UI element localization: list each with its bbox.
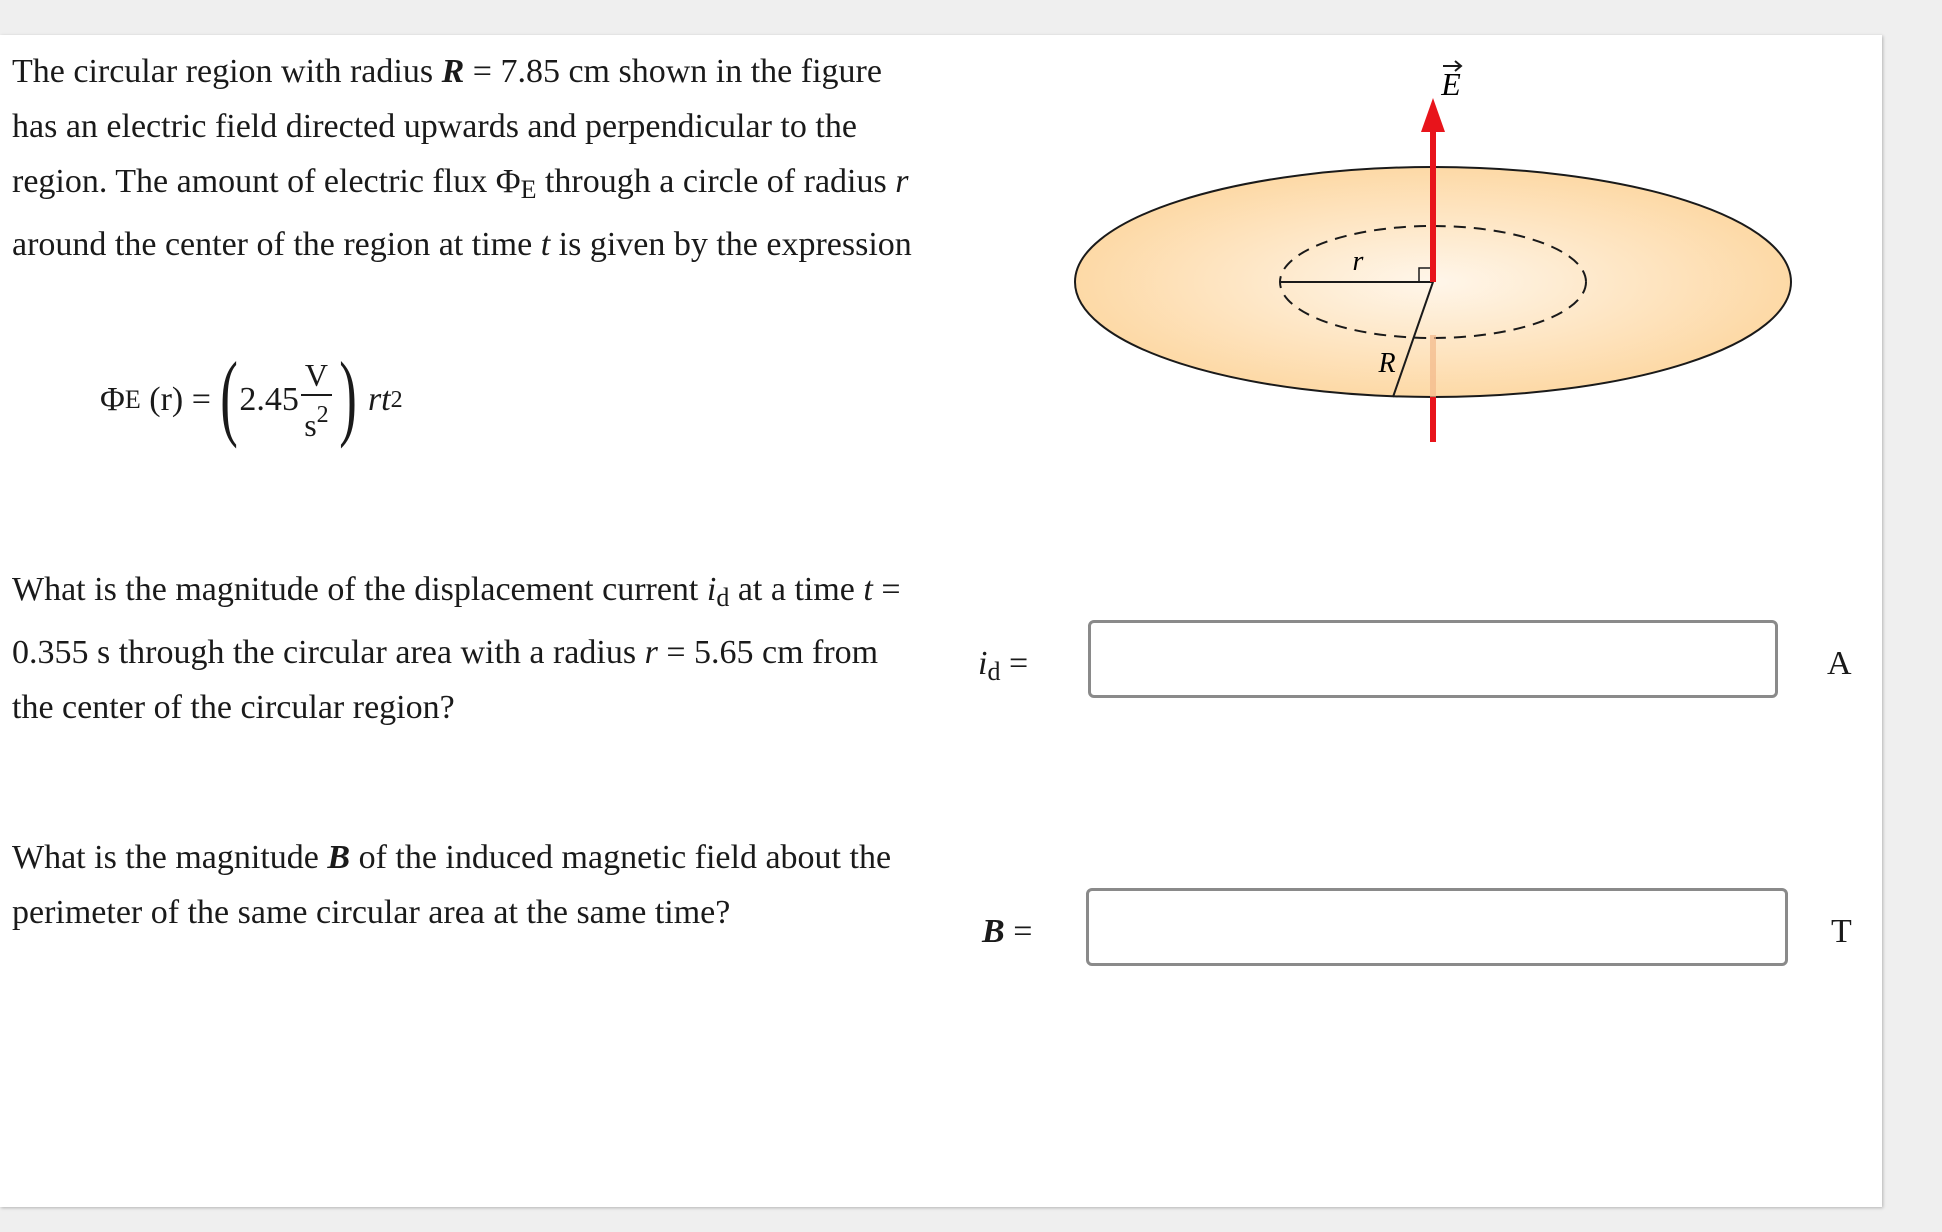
left-paren: (	[220, 342, 239, 449]
field-arrow-head	[1421, 98, 1445, 132]
question-2-text: What is the magnitude B of the induced magnetic field about the perimeter of the same circular area at the same time?	[12, 839, 892, 931]
flux-formula: Φ E (r) = ( 2.45 $\frac{V}{s^2}$ ) rt 2	[100, 342, 403, 449]
id-unit: A	[1827, 645, 1852, 682]
E-label: E	[1441, 66, 1461, 102]
B-label: B =	[982, 913, 1033, 950]
unit-fraction: $\frac{V}{s^2}$	[301, 356, 332, 444]
r-label: r	[1352, 246, 1364, 277]
R-symbol: R	[441, 53, 465, 90]
R-label: R	[1378, 348, 1396, 379]
id-label: $i_d$ =	[978, 645, 1029, 686]
B-unit: T	[1831, 913, 1852, 950]
question-1-text: What is the magnitude of the displacement current $i_d$ at a time t = 0.355 s through the circular area with a radius r = 5.65 cm from the center of the circular region?	[12, 571, 901, 726]
right-paren: )	[339, 342, 357, 449]
problem-statement: The circular region with radius R = 7.85 cm shown in the figure has an electric field directed upwards and perpendicular to the region. The amount of electric flux $\Phi_E$ through a circle of radius r around the center of the region at time t is given by the expression	[12, 53, 912, 263]
